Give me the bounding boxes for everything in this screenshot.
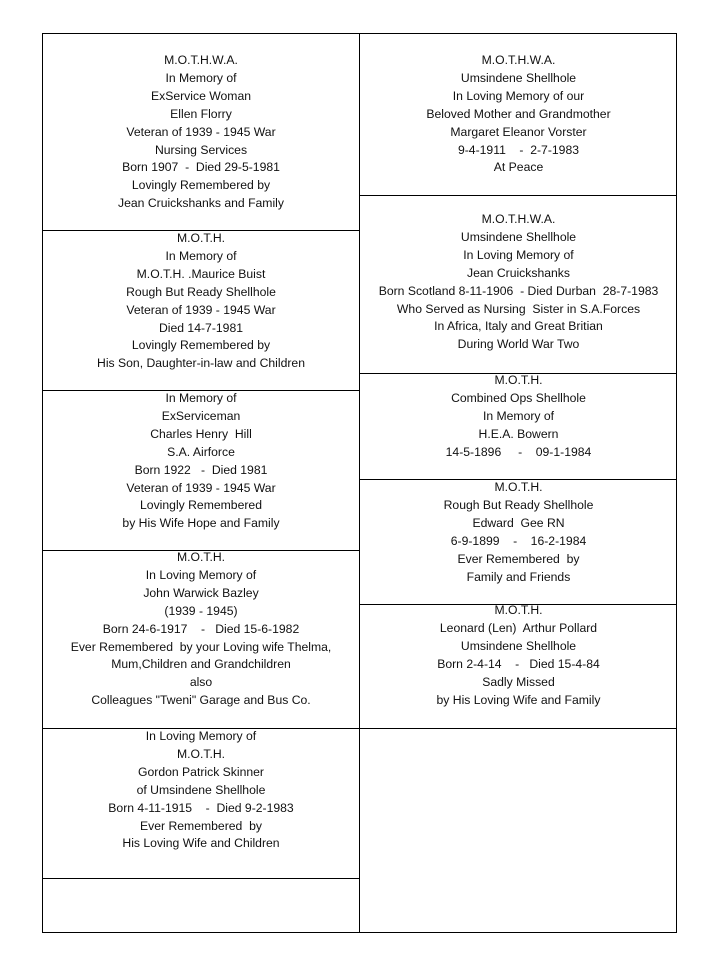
entry-line: Gordon Patrick Skinner (138, 764, 264, 779)
entry-line: M.O.T.H. (176, 746, 226, 761)
entry-line: 6-9-1899 - 16-2-1984 (450, 533, 587, 548)
entry-line: Family and Friends (466, 569, 571, 584)
memorial-entry-jean-cruickshanks (360, 211, 677, 354)
entry-line: Born 1907 - Died 29-5-1981 (122, 160, 280, 175)
entry-line: also (189, 675, 213, 690)
entry-line: Margaret Eleanor Vorster (450, 124, 587, 139)
entry-line: Charles Henry Hill (150, 426, 252, 441)
entry-line: Ever Remembered by your Loving wife Thelma, (70, 639, 332, 654)
entry-line: Died 14-7-1981 (158, 320, 243, 335)
entry-line: Colleagues "Tweni" Garage and Bus Co. (91, 693, 311, 708)
entry-line: (1939 - 1945) (164, 603, 238, 618)
entry-line: His Son, Daughter-in-law and Children (97, 356, 305, 371)
entry-line: M.O.T.H. (176, 550, 226, 564)
entry-line: Lovingly Remembered by (131, 338, 271, 353)
entry-line: Born 24-6-1917 - Died 15-6-1982 (102, 621, 300, 636)
entry-line: 14-5-1896 - 09-1-1984 (445, 444, 592, 459)
entry-line: M.O.T.H. .Maurice Buist (136, 266, 266, 281)
entry-line: M.O.T.H. (494, 373, 543, 387)
row-divider (360, 195, 677, 196)
entry-line: Jean Cruickshanks and Family (118, 196, 284, 211)
entry-line: Veteran of 1939 - 1945 War (126, 302, 276, 317)
entry-line: Ellen Florry (170, 106, 232, 121)
memorial-entry-margaret-vorster (360, 52, 677, 177)
entry-line: Born 1922 - Died 1981 (134, 462, 268, 477)
entry-line: of Umsindene Shellhole (136, 782, 266, 797)
entry-line: by His Loving Wife and Family (436, 692, 601, 707)
entry-line: In Memory of (482, 408, 555, 423)
entry-line: M.O.T.H.W.A. (481, 212, 556, 226)
memorial-entry-charles-hill (42, 390, 360, 533)
entry-line: Born 2-4-14 - Died 15-4-84 (437, 656, 600, 671)
entry-line: 9-4-1911 - 2-7-1983 (457, 142, 580, 157)
entry-line: Lovingly Remembered by (131, 178, 271, 193)
entry-line: His Loving Wife and Children (122, 836, 280, 851)
entry-line: by His Wife Hope and Family (122, 516, 280, 531)
entry-line: In Memory of (165, 248, 237, 263)
empty-cell (42, 879, 360, 933)
entry-line: In Memory of (165, 391, 237, 405)
entry-line: Rough But Ready Shellhole (443, 497, 594, 512)
entry-line: Edward Gee RN (472, 515, 565, 530)
memorial-entry-ellen-florry (42, 52, 360, 213)
entry-line: S.A. Airforce (167, 444, 235, 459)
entry-line: In Memory of (165, 70, 237, 85)
memorial-entry-maurice-buist (42, 230, 360, 373)
entry-line: ExService Woman (150, 88, 252, 103)
entry-line: M.O.T.H. (176, 231, 226, 245)
entry-line: Born Scotland 8-11-1906 - Died Durban 28-7-1983 (378, 283, 659, 298)
entry-line: Born 4-11-1915 - Died 9-2-1983 (108, 800, 294, 815)
entry-line: Combined Ops Shellhole (451, 390, 586, 405)
entry-line: In Loving Memory of (463, 247, 574, 262)
empty-cell (360, 729, 677, 933)
entry-line: Mum,Children and Grandchildren (111, 657, 291, 672)
entry-line: H.E.A. Bowern (478, 426, 559, 441)
entry-line: Veteran of 1939 - 1945 War (126, 124, 276, 139)
entry-line: M.O.T.H. (494, 480, 543, 494)
entry-line: At Peace (493, 160, 544, 175)
entry-line: In Africa, Italy and Great Britian (434, 319, 603, 334)
entry-line: John Warwick Bazley (143, 585, 259, 600)
entry-line: Ever Remembered by (457, 551, 580, 566)
entry-line: M.O.T.H. (494, 603, 543, 617)
entry-line: Umsindene Shellhole (460, 638, 577, 653)
entry-line: Who Served as Nursing Sister in S.A.Forces (396, 301, 641, 316)
entry-line: In Loving Memory of (145, 729, 257, 743)
entry-line: Nursing Services (154, 142, 248, 157)
entry-line: Veteran of 1939 - 1945 War (126, 480, 276, 495)
entry-line: Rough But Ready Shellhole (126, 284, 276, 299)
memorial-entry-leonard-pollard (360, 602, 677, 709)
memorial-entry-edward-gee (360, 479, 677, 586)
entry-line: Lovingly Remembered (140, 498, 262, 513)
entry-line: Ever Remembered by (140, 818, 262, 833)
memorial-entry-hea-bowern (360, 372, 677, 462)
entry-line: M.O.T.H.W.A. (164, 53, 238, 67)
memorial-entry-gordon-skinner (42, 728, 360, 853)
entry-line: Umsindene Shellhole (460, 229, 577, 244)
entry-line: During World War Two (457, 337, 580, 352)
entry-line: M.O.T.H.W.A. (481, 53, 556, 67)
entry-line: ExServiceman (161, 408, 241, 423)
entry-line: Jean Cruickshanks (467, 265, 570, 280)
entry-line: Leonard (Len) Arthur Pollard (439, 620, 598, 635)
entry-line: Sadly Missed (482, 674, 555, 689)
entry-line: In Loving Memory of our (452, 88, 585, 103)
memorial-entry-john-bazley (42, 549, 360, 710)
entry-line: In Loving Memory of (145, 567, 257, 582)
entry-line: Umsindene Shellhole (460, 70, 577, 85)
entry-line: Beloved Mother and Grandmother (426, 106, 611, 121)
